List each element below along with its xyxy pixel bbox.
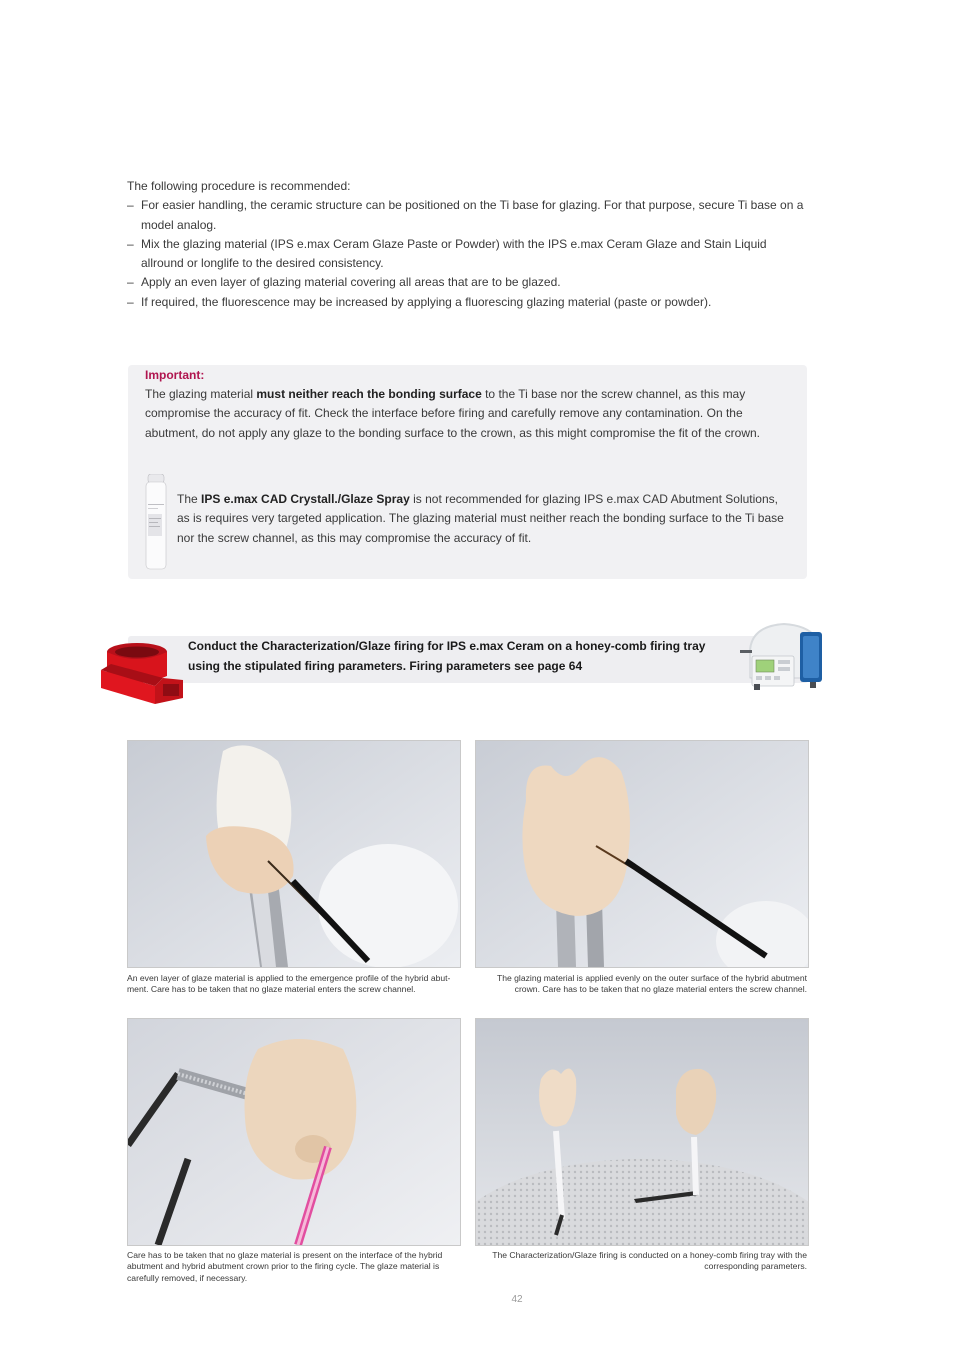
page-number: 42 [511, 1294, 523, 1305]
dash-marker: – [127, 294, 134, 309]
caption-photo-4: The Characterization/Glaze firing is conducted on a honey-comb firing tray with the corresponding parameters. [492, 1250, 807, 1272]
spray-text-bold: IPS e.max CAD Crystall./Glaze Spray [201, 492, 410, 506]
firing-instruction-bar [128, 636, 808, 683]
step-text: For easier handling, the ceramic structure can be positioned on the Ti base for glazing. For that purpose, secure Ti base on a model analog. [141, 198, 804, 232]
dash-marker: – [127, 275, 134, 290]
procedure-steps [127, 196, 807, 312]
photo-interface-cleaning [127, 1018, 461, 1246]
caption-photo-2: The glazing material is applied evenly on the outer surface of the hybrid abutment crown. Care has to be taken that no glaze material enters the screw channel. [496, 973, 807, 995]
caption-photo-1: An even layer of glaze material is applied to the emergence profile of the hybrid abut-ment. Care has to be taken that no glaze material enters the screw channel. [127, 973, 451, 995]
procedure-intro [127, 177, 807, 312]
caption-photo-3: Care has to be taken that no glaze material is present on the interface of the hybrid abutment and hybrid abutment crown prior to the firing cycle. The glaze material is carefully removed, if necessary. [127, 1250, 443, 1283]
step-text: Apply an even layer of glazing material covering all areas that are to be glazed. [141, 275, 561, 290]
dash-marker: – [127, 236, 134, 251]
important-text [145, 385, 775, 443]
spray-can-icon [145, 474, 167, 570]
procedure-lead: The following procedure is recommended: [127, 179, 351, 193]
important-box [128, 365, 807, 579]
dash-marker: – [127, 198, 134, 213]
important-heading: Important: [145, 368, 205, 382]
important-text-a: The glazing material [145, 387, 257, 401]
spray-text-a: The [177, 492, 202, 506]
photo-firing-tray [475, 1018, 809, 1246]
procedure-step [127, 293, 807, 312]
photo-emergence-profile [127, 740, 461, 968]
step-text: If required, the fluorescence may be increased by applying a fluorescing glazing material (paste or powder). [141, 294, 712, 309]
important-text-b: to the Ti base nor the screw channel, as this may compromise the accuracy of fit. Check the interface before firing and carefully remove any contamination. On the abutment, do not apply any glaze to the bonding surface to the crown, as this might compromise the fit of the crown. [145, 387, 761, 440]
step-text: Mix the glazing material (IPS e.max Ceram Glaze Paste or Powder) with the IPS e.max Ceram Glaze and Stain Liquid allround or longlife to the desired consistency. [141, 236, 767, 271]
firing-tray-icon [97, 640, 187, 710]
spray-note [177, 490, 789, 548]
important-text-bold: must neither reach the bonding surface [256, 387, 482, 401]
procedure-step [127, 273, 807, 292]
firing-instruction-text: Conduct the Characterization/Glaze firing for IPS e.max Ceram on a honey-comb firing tray using the stipulated firing parameters. Firing parameters see page 64 [188, 639, 706, 673]
procedure-step [127, 235, 807, 274]
spray-text-b: is not recommended for glazing IPS e.max CAD Abutment Solutions, as is requires very targeted application. The glazing material must neither reach the bonding surface to the Ti base nor the screw channel, as this may compromise the accuracy of fit. [177, 492, 784, 545]
furnace-icon [738, 620, 824, 692]
photo-outer-surface [475, 740, 809, 968]
procedure-step [127, 196, 807, 235]
